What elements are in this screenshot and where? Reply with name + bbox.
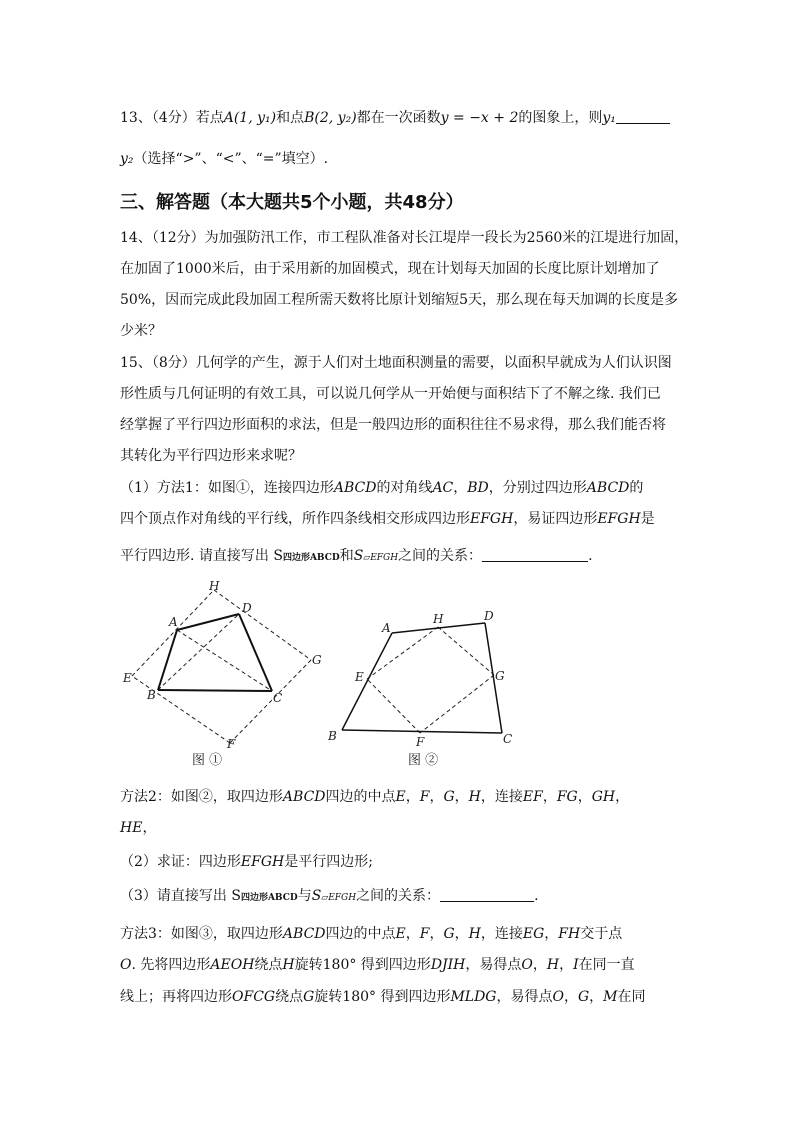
text: ， [429, 789, 444, 805]
side-bc [342, 730, 502, 733]
y1-symbol: y₁ [602, 110, 616, 126]
line-gf [230, 660, 311, 743]
math-m: M [603, 989, 618, 1005]
text: 旋转180° 得到四边形 [294, 957, 431, 973]
text: 之间的关系： [398, 548, 483, 564]
math-s: S [311, 888, 322, 904]
math-h: H [282, 957, 295, 973]
answer-blank[interactable] [440, 887, 534, 902]
math-efgh: EFGH [597, 511, 641, 527]
fig1-label-a: A [169, 615, 178, 629]
point-a: A(1, y₁) [223, 110, 277, 126]
method3-line1 [120, 924, 622, 944]
q14-line3: 50%，因而完成此段加固工程所需天数将比原计划缩短5天，那么现在每天加调的长度是多 [120, 292, 679, 308]
text: 方法3：如图③，取四边形 [120, 926, 283, 942]
math-o: O [521, 957, 533, 973]
fig2-label-h: H [433, 612, 444, 626]
text: 四个顶点作对角线的平行线，所作四条线相交形成四边形 [120, 511, 470, 527]
method1-line3 [120, 546, 593, 568]
text: ，易得点 [496, 989, 553, 1005]
subscript: ▱EFGH [363, 553, 399, 563]
fig1-label-g: G [312, 653, 322, 667]
y2-symbol: y₂ [120, 151, 134, 167]
math-e: E [395, 789, 406, 805]
text: 在同 [617, 989, 646, 1005]
fig1-label-d: D [242, 601, 252, 615]
text: 线上；再将四边形 [120, 989, 232, 1005]
fig1-caption: 图 ① [192, 753, 223, 768]
q14-line2: 在加固了1000米后，由于采用新的加固模式，现在计划每天加固的长度比原计划增加了 [120, 261, 660, 277]
q15-line4: 其转化为平行四边形来求呢？ [120, 448, 302, 464]
math-bd: BD [467, 480, 489, 496]
fig2-label-e: E [355, 670, 364, 684]
method1-line1 [120, 478, 643, 498]
math-he: HE [120, 820, 143, 836]
math-aeoh: AEOH [210, 957, 255, 973]
math-efgh: EFGH [240, 854, 285, 870]
fig1-label-b: B [147, 688, 156, 702]
line-fe [132, 676, 230, 743]
answer-blank[interactable] [482, 547, 588, 562]
fig2-label-f: F [416, 735, 425, 749]
math-g: G [443, 926, 455, 942]
math-abcd: ABCD [333, 480, 377, 496]
text: 旋转180° 得到四边形 [314, 989, 451, 1005]
figure-1 [118, 578, 338, 773]
text: （1）方法1：如图①，连接四边形 [120, 480, 334, 496]
q15-line2: 形性质与几何证明的有效工具，可以说几何学从一开始便与面积结下了不解之缘. 我们已 [120, 386, 661, 402]
fig2-label-a: A [382, 621, 391, 635]
text: 绕点 [254, 957, 283, 973]
text: 的对角线 [376, 480, 433, 496]
math-f: F [419, 789, 430, 805]
math-abcd: ABCD [282, 789, 326, 805]
q13-text: （选择“>”、“<”、“=”填空）. [133, 151, 329, 167]
q15-line3: 经掌握了平行四边形面积的求法，但是一般四边形的面积往往不易求得，那么我们能否将 [120, 417, 666, 433]
fig2-label-d: D [484, 609, 494, 623]
math-g: G [443, 789, 455, 805]
text: ， [532, 957, 547, 973]
q13-line1 [120, 108, 670, 128]
math-eg: EG [522, 926, 545, 942]
text: ， [454, 926, 469, 942]
figure-2 [320, 605, 520, 775]
math-g: G [577, 989, 590, 1005]
math-ofcg: OFCG [232, 989, 276, 1005]
q13-text: 和点 [276, 110, 305, 126]
text: 平行四边形. 请直接写出 S [120, 548, 283, 564]
text: ， [559, 957, 574, 973]
text: 方法2：如图②，取四边形 [120, 789, 283, 805]
line-hg [438, 627, 494, 675]
text: ， [542, 789, 557, 805]
side-bc [158, 690, 272, 691]
text: ，连接 [480, 926, 523, 942]
math-e: E [395, 926, 406, 942]
section-title: 三、解答题（本大题共5个小题，共48分） [120, 192, 464, 213]
q14-line4: 少米？ [120, 323, 162, 339]
math-o: O [120, 957, 132, 973]
line-eh [367, 627, 438, 679]
math-h: H [546, 957, 560, 973]
math-g: G [303, 989, 315, 1005]
math-fh: FH [558, 926, 581, 942]
text: 四边的中点 [325, 789, 396, 805]
text: ， [429, 926, 444, 942]
math-s: S [353, 548, 364, 564]
text: . [534, 888, 539, 904]
text: ， [405, 926, 420, 942]
text: 在同一直 [578, 957, 635, 973]
q15-line1: 15、（8分）几何学的产生，源于人们对土地面积测量的需要，以面积早就成为人们认识图 [120, 355, 672, 371]
math-mldg: MLDG [450, 989, 497, 1005]
part2-line [120, 852, 373, 872]
text: 之间的关系： [356, 888, 441, 904]
q13-text: 都在一次函数 [356, 110, 441, 126]
math-h: H [468, 926, 481, 942]
math-gh: GH [591, 789, 616, 805]
math-ac: AC [432, 480, 454, 496]
method3-line2 [120, 955, 635, 975]
math-efgh: EFGH [470, 511, 514, 527]
side-ad [177, 614, 239, 630]
text: 绕点 [275, 989, 304, 1005]
q13-text: 13、（4分）若点 [120, 110, 224, 126]
fig2-label-c: C [503, 732, 513, 746]
part3-line [120, 886, 539, 908]
text: ， [453, 480, 468, 496]
method3-line3 [120, 987, 646, 1007]
fig2-label-g: G [495, 669, 505, 683]
line-eh [132, 590, 214, 676]
q14-line1: 14、（12分）为加强防汛工作，市工程队准备对长江堤岸一段长为2560米的江堤进行加固， [120, 230, 689, 246]
line-fe [367, 679, 420, 733]
q13-line2 [120, 149, 328, 169]
text: ，分别过四边形 [488, 480, 587, 496]
text: ， [544, 926, 559, 942]
math-o: O [552, 989, 564, 1005]
side-dc [239, 614, 272, 691]
method2-line2 [120, 818, 156, 838]
math-h: H [468, 789, 481, 805]
fig1-label-h: H [209, 579, 220, 593]
fig2-label-b: B [328, 729, 337, 743]
text: 的 [629, 480, 644, 496]
line-hg [214, 590, 311, 660]
text: ， [589, 989, 604, 1005]
text: ，易证四边形 [513, 511, 598, 527]
text: （2）求证：四边形 [120, 854, 241, 870]
text: 与 [297, 888, 312, 904]
function-expression: y = −x + 2 [440, 110, 519, 126]
text: . 先将四边形 [131, 957, 211, 973]
text: 是平行四边形; [284, 854, 373, 870]
method2-line1 [120, 787, 629, 807]
text: 交于点 [580, 926, 623, 942]
method1-line2 [120, 509, 655, 529]
text: ， [563, 989, 578, 1005]
text: ， [454, 789, 469, 805]
math-abcd: ABCD [282, 926, 326, 942]
subscript: 四边形ABCD [240, 893, 298, 903]
text: ，连接 [480, 789, 523, 805]
diagonal-ac [177, 630, 272, 691]
text: ， [577, 789, 592, 805]
math-abcd: ABCD [586, 480, 630, 496]
fig2-caption: 图 ② [408, 753, 439, 768]
q13-text: 的图象上，则 [518, 110, 603, 126]
text: 是 [640, 511, 655, 527]
fig1-label-f: F [227, 737, 236, 751]
line-gf [420, 675, 494, 733]
point-b: B(2, y₂) [304, 110, 357, 126]
text: （3）请直接写出 S [120, 888, 241, 904]
math-djih: DJIH [430, 957, 466, 973]
answer-blank[interactable] [616, 109, 670, 124]
subscript: ▱EFGH [321, 893, 357, 903]
math-ef: EF [522, 789, 543, 805]
text: 四边的中点 [325, 926, 396, 942]
text: 和 [339, 548, 354, 564]
text: . [588, 548, 593, 564]
text: ，易得点 [465, 957, 522, 973]
text: ， [615, 789, 630, 805]
subscript: 四边形ABCD [282, 553, 340, 563]
text: ， [142, 820, 157, 836]
fig1-label-e: E [123, 671, 132, 685]
side-ab [342, 633, 392, 730]
math-fg: FG [556, 789, 578, 805]
fig1-label-c: C [273, 691, 283, 705]
math-i: I [573, 957, 579, 973]
math-f: F [419, 926, 430, 942]
text: ， [405, 789, 420, 805]
